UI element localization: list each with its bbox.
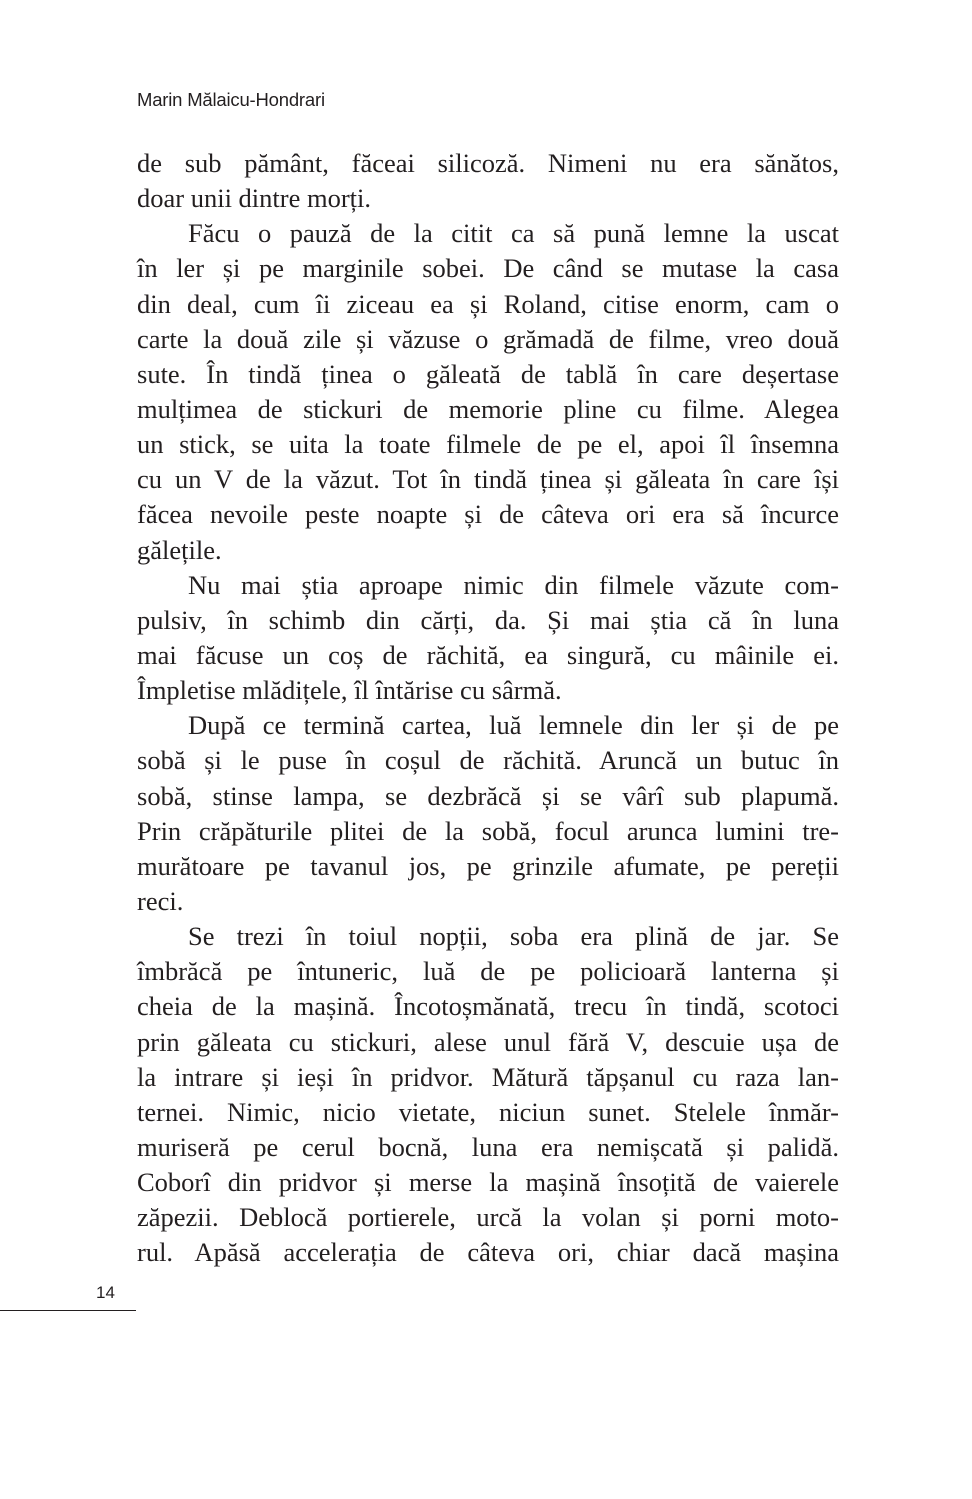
running-head-author: Marin Mălaicu-Hondrari	[137, 89, 325, 110]
text-line: cu un V de la văzut. Tot în tindă ținea și găleata în care își	[137, 464, 839, 495]
text-line: de sub pământ, făceai silicoză. Nimeni nu era sănătos,	[137, 148, 839, 178]
text-line: la intrare și ieși în pridvor. Mătură tăpșanul cu raza lan-	[137, 1061, 839, 1092]
text-line: Nu mai știa aproape nimic din filmele văzute com-	[188, 569, 839, 600]
text-line: sobă și le puse în coșul de răchită. Aruncă un butuc în	[137, 745, 839, 776]
text-line: pulsiv, în schimb din cărți, da. Și mai știa că în luna	[137, 604, 839, 635]
text-line: din deal, cum îi ziceau ea și Roland, citise enorm, cam o	[137, 288, 839, 319]
text-line: murătoare pe tavanul jos, pe grinzile afumate, pe pereții	[137, 850, 839, 881]
text-line: în ler și pe marginile sobei. De când se mutase la casa	[137, 253, 839, 284]
text-line: făcea nevoile peste noapte și de câteva ori era să încurce	[137, 499, 839, 530]
text-line: sute. În tindă ținea o găleată de tablă în care deșertase	[137, 358, 839, 389]
text-line: carte la două zile și văzuse o grămadă de filme, vreo două	[137, 323, 839, 354]
text-line: mulțimea de stickuri de memorie pline cu filme. Alegea	[137, 393, 839, 424]
paragraph	[137, 216, 839, 567]
body-text	[137, 146, 839, 1271]
paragraph	[137, 568, 839, 709]
footer-rule	[0, 1310, 136, 1311]
text-line: îmbrăcă pe întuneric, luă de pe policioară lanterna și	[137, 956, 839, 987]
text-line: prin găleata cu stickuri, alese unul fără V, descuie ușa de	[137, 1026, 839, 1057]
text-line: doar unii dintre morți.	[137, 183, 372, 214]
paragraph	[137, 708, 839, 919]
text-line: Împletise mlădițele, îl întărise cu sârmă.	[137, 675, 562, 706]
text-line: reci.	[137, 885, 184, 916]
text-line: mai făcuse un coș de răchită, ea singură, cu mâinile ei.	[137, 639, 839, 670]
page-number: 14	[96, 1283, 115, 1302]
text-line: După ce termină cartea, luă lemnele din ler și de pe	[188, 710, 839, 741]
text-line: Coborî din pridvor și merse la mașină însoțită de vaierele	[137, 1167, 839, 1198]
text-line: un stick, se uita la toate filmele de pe el, apoi îl însemna	[137, 429, 839, 460]
paragraph	[137, 919, 839, 1270]
text-line: cheia de la mașină. Încotoșmănată, trecu în tindă, scotoci	[137, 991, 839, 1022]
text-line: gălețile.	[137, 534, 222, 565]
text-line: rul. Apăsă accelerația de câteva ori, chiar dacă mașina	[137, 1237, 839, 1268]
text-line: zăpezii. Deblocă portierele, urcă la volan și porni moto-	[137, 1202, 839, 1233]
text-line: Se trezi în toiul nopții, soba era plină de jar. Se	[188, 921, 839, 952]
text-line: ternei. Nimic, nicio vietate, niciun sunet. Stelele înmăr-	[137, 1096, 839, 1127]
text-line: sobă, stinse lampa, se dezbrăcă și se vârî sub plapumă.	[137, 780, 839, 811]
text-line: muriseră pe cerul bocnă, luna era nemișcată și palidă.	[137, 1131, 839, 1162]
paragraph	[137, 146, 839, 216]
text-line: Prin crăpăturile plitei de la sobă, focul arunca lumini tre-	[137, 815, 839, 846]
text-line: Făcu o pauză de la citit ca să pună lemne la uscat	[188, 218, 839, 249]
